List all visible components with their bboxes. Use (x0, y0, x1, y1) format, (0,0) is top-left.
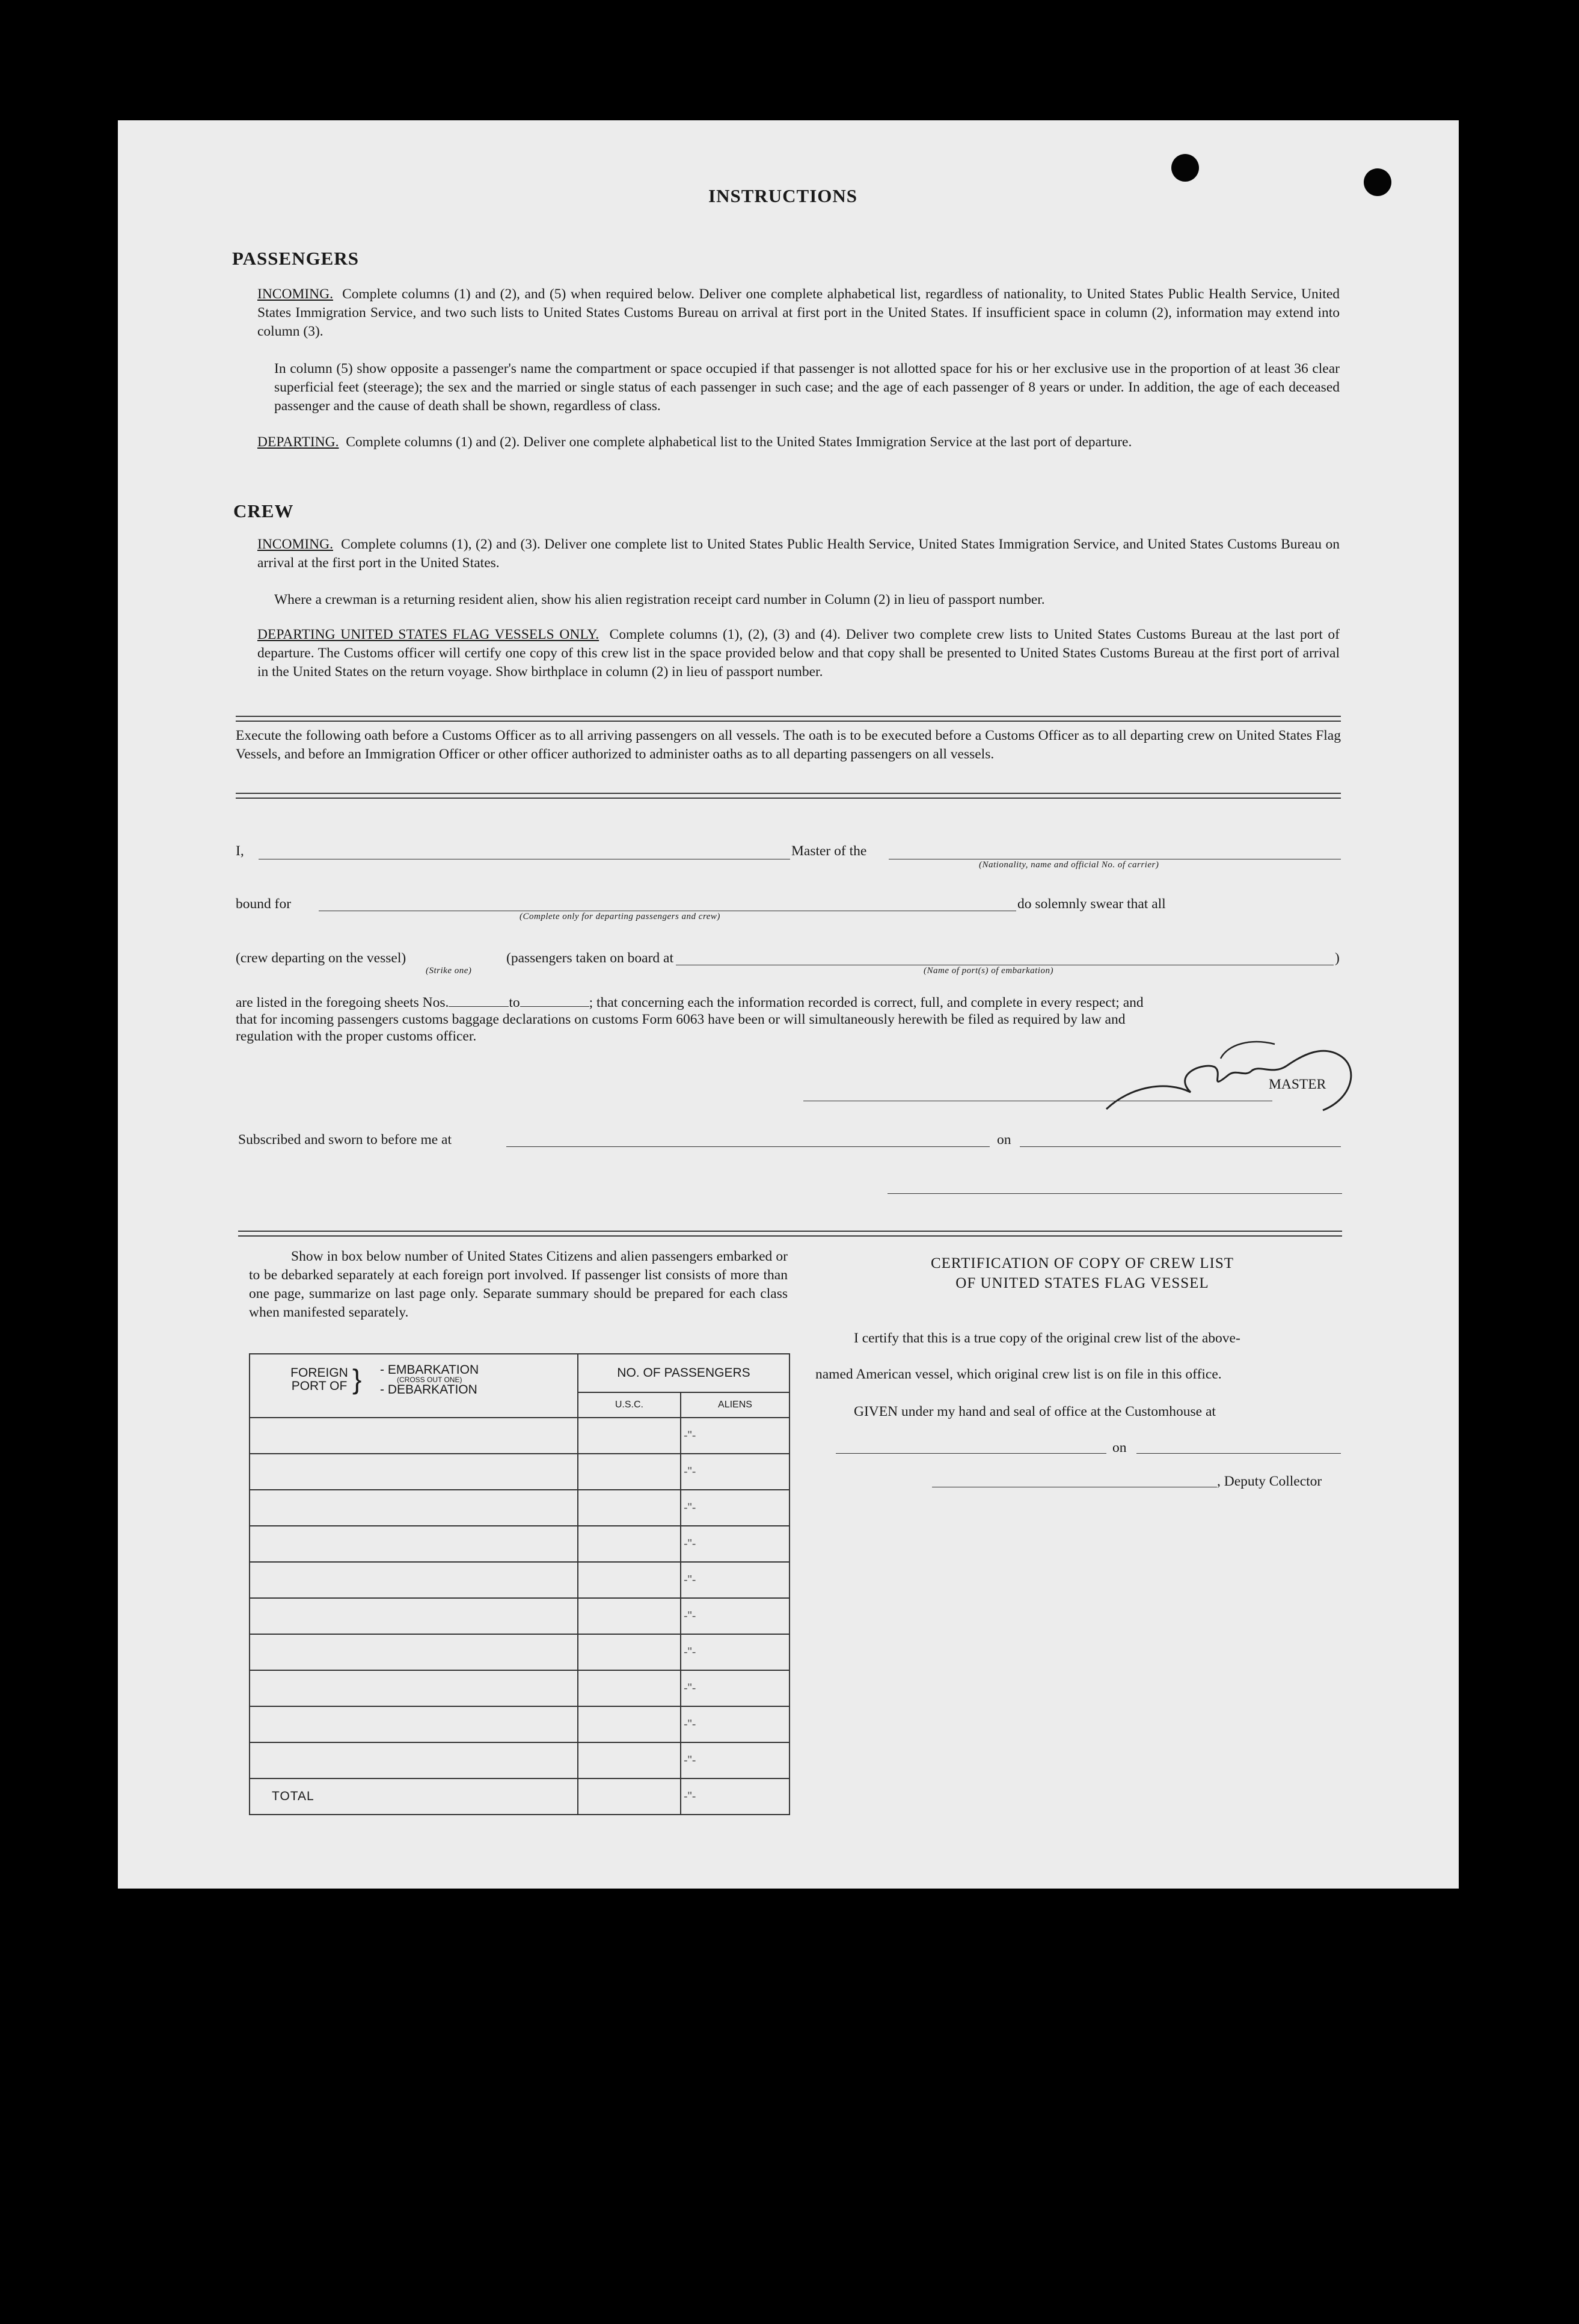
port-cell[interactable] (250, 1598, 578, 1634)
certification-text-2: named American vessel, which original crew list is on file in this office. (815, 1366, 1222, 1382)
certification-on: on (1112, 1440, 1127, 1456)
table-row (250, 1670, 790, 1706)
total-usc-cell[interactable] (578, 1778, 681, 1815)
divider-double-2 (236, 793, 1341, 799)
crew-heading: CREW (233, 500, 294, 521)
usc-cell[interactable] (578, 1706, 681, 1742)
crew-incoming-paragraph (257, 535, 1340, 573)
summary-header-row (250, 1354, 790, 1392)
oath-master-label: MASTER (1269, 1077, 1326, 1092)
usc-header: U.S.C. (578, 1392, 681, 1418)
sworn-date-field[interactable] (1020, 1146, 1341, 1147)
table-row (250, 1598, 790, 1634)
usc-cell[interactable] (578, 1634, 681, 1670)
oath-master-of: Master of the (791, 843, 867, 859)
usc-cell[interactable] (578, 1598, 681, 1634)
debarkation-label: - DEBARKATION (380, 1383, 477, 1397)
master-signature (1094, 1020, 1371, 1122)
certification-text-1: I certify that this is a true copy of the original crew list of the above- (854, 1330, 1240, 1346)
passengers-column5-paragraph: In column (5) show opposite a passenger's name the compartment or space occupied if that passenger is not allotted space for his or her exclusive use in the proportion of at least 36 clear superficial feet (steerage); the sex and the married or single status of each passenger in such case; and the age of each passenger of 8 years or under. In addition, the age of each deceased passenger and the cause of death shall be shown, regardless of class. (274, 361, 1340, 414)
passengers-departing-text: Complete columns (1) and (2). Deliver one complete alphabetical list to the United States Immigration Service at the last port of departure. (346, 434, 1132, 450)
port-cell[interactable] (250, 1454, 578, 1490)
table-row (250, 1418, 790, 1454)
port-cell[interactable] (250, 1562, 578, 1598)
port-header-cell (250, 1354, 578, 1418)
passengers-departing-paragraph (257, 433, 1340, 452)
oath-listed-line-1 (236, 994, 1342, 1012)
usc-cell[interactable] (578, 1418, 681, 1454)
port-cell[interactable] (250, 1418, 578, 1454)
summary-instructions: Show in box below number of United States Citizens and alien passengers embarked or to be debarked separately at each foreign port involved. If passenger list consists of more than one page, summarize on last page only. Separate summary should be prepared for each class when manifested separately. (249, 1249, 788, 1320)
oath-i-label: I, (236, 843, 244, 859)
divider-double (236, 716, 1341, 722)
aliens-cell[interactable]: -"- (681, 1742, 790, 1778)
table-row (250, 1490, 790, 1526)
brace-icon: } (352, 1363, 362, 1395)
usc-cell[interactable] (578, 1742, 681, 1778)
oath-to: to (509, 995, 520, 1010)
punch-hole-right (1364, 168, 1391, 196)
aliens-cell[interactable]: -"- (681, 1418, 790, 1454)
passenger-summary-table (249, 1353, 790, 1815)
oath-sworn-on: on (997, 1132, 1011, 1148)
aliens-cell[interactable]: -"- (681, 1490, 790, 1526)
aliens-cell[interactable]: -"- (681, 1706, 790, 1742)
sheet-to-field[interactable] (520, 1006, 589, 1007)
page-title: INSTRUCTIONS (708, 185, 858, 206)
certification-title (824, 1253, 1341, 1293)
table-row (250, 1562, 790, 1598)
embarkation-label: - EMBARKATION (380, 1363, 479, 1377)
oath-close-paren: ) (1335, 950, 1340, 966)
port-cell[interactable] (250, 1634, 578, 1670)
divider-double-3 (238, 1231, 1342, 1237)
table-row (250, 1454, 790, 1490)
passengers-incoming-label: INCOMING. (257, 286, 333, 302)
port-cell[interactable] (250, 1490, 578, 1526)
passengers-incoming-text: Complete columns (1) and (2), and (5) when required below. Deliver one complete alphabetical list, regardless of nationality, to United States Public Health Service, United States Immigration Service, and two such lists to United States Customs Bureau on arrival at first port in the United States. If insufficient space in column (2), information may extend into column (3). (257, 286, 1340, 339)
complete-only-caption: (Complete only for departing passengers and crew) (520, 912, 720, 921)
usc-cell[interactable] (578, 1526, 681, 1562)
passengers-departing-label: DEPARTING. (257, 434, 339, 450)
customhouse-field[interactable] (836, 1453, 1106, 1454)
port-caption: (Name of port(s) of embarkation) (924, 966, 1053, 976)
officer-signature-line[interactable] (888, 1193, 1342, 1194)
oath-swear: do solemnly swear that all (1017, 896, 1166, 912)
crew-incoming-text: Complete columns (1), (2) and (3). Deliver one complete list to United States Public Health Service, United States Immigration Service, and United States Customs Bureau on arrival at the first port in the United States. (257, 536, 1340, 571)
certification-title-line-1: CERTIFICATION OF COPY OF CREW LIST (930, 1255, 1234, 1271)
certification-given: GIVEN under my hand and seal of office at the Customhouse at (854, 1404, 1216, 1419)
usc-cell[interactable] (578, 1562, 681, 1598)
port-cell[interactable] (250, 1670, 578, 1706)
aliens-cell[interactable]: -"- (681, 1454, 790, 1490)
aliens-cell[interactable]: -"- (681, 1562, 790, 1598)
oath-listed-line-3: regulation with the proper customs officer. (236, 1028, 477, 1044)
table-row (250, 1634, 790, 1670)
oath-listed-line-2: that for incoming passengers customs baggage declarations on customs Form 6063 have been or will simultaneously herewith be filed as required by law and (236, 1012, 1126, 1027)
sworn-place-field[interactable] (506, 1146, 990, 1147)
port-cell[interactable] (250, 1706, 578, 1742)
total-row (250, 1778, 790, 1815)
deputy-collector-label: , Deputy Collector (1217, 1474, 1322, 1489)
passengers-incoming-paragraph (257, 285, 1340, 341)
oath-passengers-taken: (passengers taken on board at (506, 950, 673, 966)
table-row (250, 1526, 790, 1562)
port-cell[interactable] (250, 1742, 578, 1778)
crew-departing-paragraph (257, 626, 1340, 681)
table-row (250, 1742, 790, 1778)
foreign-port-of-label: FOREIGN PORT OF (290, 1366, 348, 1393)
no-of-passengers-header: NO. OF PASSENGERS (578, 1354, 790, 1392)
passengers-heading: PASSENGERS (232, 248, 359, 269)
aliens-cell[interactable]: -"- (681, 1634, 790, 1670)
crew-departing-text: Complete columns (1), (2), (3) and (4). Deliver two complete crew lists to United States Customs Bureau at the last port of departure. The Customs officer will certify one copy of this crew list in the space provided below and that copy shall be presented to United States Customs Bureau at the first port of arrival in the United States on the return voyage. Show birthplace in column (2) in lieu of passport number. (257, 627, 1340, 680)
certification-date-field[interactable] (1136, 1453, 1341, 1454)
total-aliens-cell[interactable]: -"- (681, 1778, 790, 1815)
oath-listed-start: are listed in the foregoing sheets Nos. (236, 995, 449, 1010)
crew-resident-paragraph: Where a crewman is a returning resident alien, show his alien registration receipt card number in Column (2) in lieu of passport number. (274, 592, 1045, 607)
oath-listed-end: ; that concerning each the information recorded is correct, full, and complete in every respect; and (589, 995, 1144, 1010)
usc-cell[interactable] (578, 1670, 681, 1706)
crew-incoming-label: INCOMING. (257, 536, 333, 552)
aliens-cell[interactable]: -"- (681, 1670, 790, 1706)
aliens-cell[interactable]: -"- (681, 1526, 790, 1562)
aliens-cell[interactable]: -"- (681, 1598, 790, 1634)
punch-hole-left (1171, 154, 1199, 182)
port-cell[interactable] (250, 1526, 578, 1562)
usc-cell[interactable] (578, 1454, 681, 1490)
crew-departing-label: DEPARTING UNITED STATES FLAG VESSELS ONLY. (257, 627, 599, 642)
nationality-caption: (Nationality, name and official No. of carrier) (979, 860, 1159, 870)
aliens-header: ALIENS (681, 1392, 790, 1418)
strike-one-caption: (Strike one) (426, 966, 472, 976)
total-label: TOTAL (250, 1778, 578, 1815)
table-row (250, 1706, 790, 1742)
oath-intro-paragraph: Execute the following oath before a Customs Officer as to all arriving passengers on all vessels. The oath is to be executed before a Customs Officer as to all departing crew on United States Flag Vessels, and before an Immigration Officer or other officer authorized to administer oaths as to all departing passengers on all vessels. (236, 728, 1341, 762)
certification-title-line-2: OF UNITED STATES FLAG VESSEL (955, 1275, 1209, 1291)
oath-bound-for: bound for (236, 896, 292, 912)
oath-crew-departing: (crew departing on the vessel) (236, 950, 406, 966)
usc-cell[interactable] (578, 1490, 681, 1526)
oath-subscribed: Subscribed and sworn to before me at (238, 1132, 452, 1148)
sheet-from-field[interactable] (449, 1006, 509, 1007)
cross-out-label: (CROSS OUT ONE) (397, 1376, 462, 1384)
